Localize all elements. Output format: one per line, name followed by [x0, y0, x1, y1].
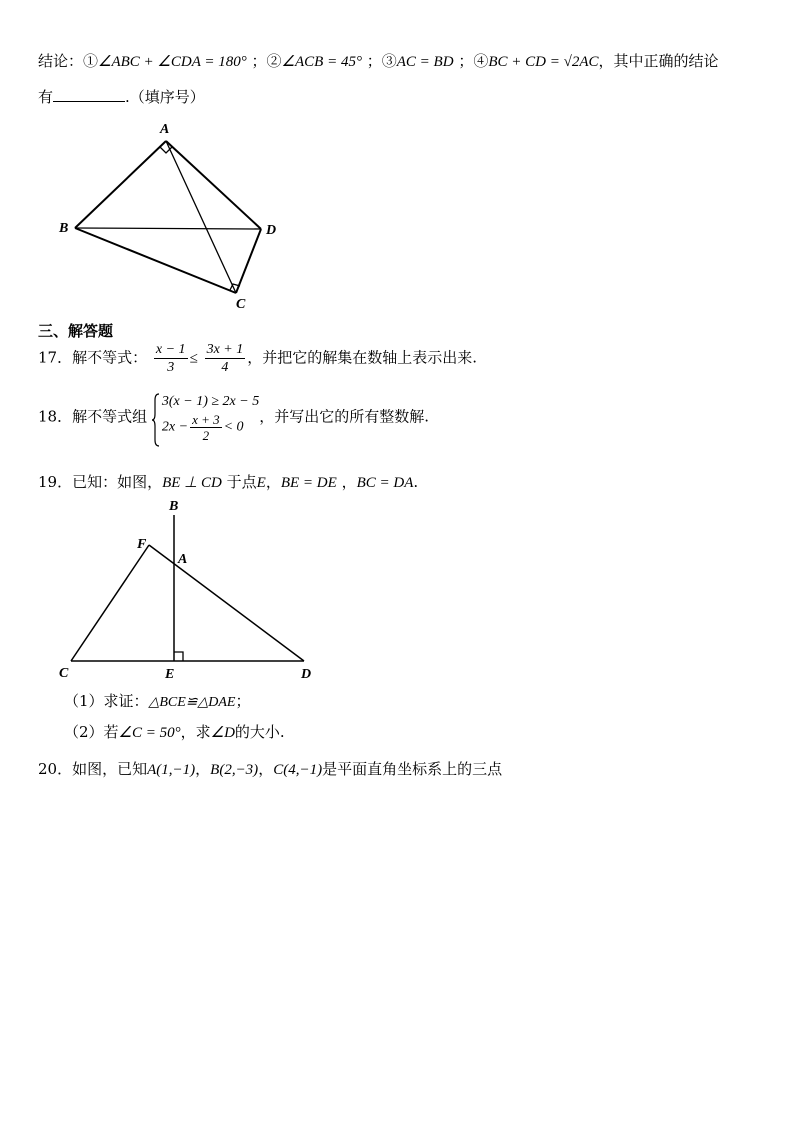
conclusion-2-mark: ②: [266, 52, 282, 70]
q18-number: 18．: [38, 407, 73, 426]
q19-point-e: E: [256, 475, 266, 491]
label-c: C: [59, 666, 69, 681]
answer-blank[interactable]: [53, 87, 125, 102]
segment-cf: [71, 545, 149, 661]
q19-prompt: 已知：如图，: [72, 473, 163, 491]
segment-bc: [75, 228, 236, 293]
q17-relation: ≤: [189, 350, 198, 367]
separator: ；: [251, 52, 267, 70]
label-d: D: [301, 667, 312, 682]
separator: ；: [366, 52, 382, 70]
conclusion-4: BC + CD = √2AC: [488, 54, 599, 70]
q20-prompt: 如图，已知: [72, 760, 148, 778]
question-19: [38, 471, 418, 492]
q16-suffix: ，其中正确的结论: [598, 52, 719, 70]
q20-point-a: A(1,−1): [147, 762, 196, 778]
q19-cond-2: BE = DE: [280, 475, 337, 491]
segment-ad: [166, 141, 261, 229]
q19-triangle-figure: [55, 495, 325, 685]
q18-suffix: ，并写出它的所有整数解.: [259, 407, 430, 426]
conclusion-3-mark: ③: [381, 52, 397, 70]
q19-mid: 于点: [226, 473, 257, 491]
label-a: A: [160, 122, 170, 137]
conclusion-3: AC = BD: [396, 54, 454, 70]
conclusion-1: ∠ABC + ∠CDA = 180°: [98, 54, 247, 70]
separator: ；: [458, 52, 474, 70]
q17-rhs-fraction: $\frac{3x + 1}{4}$: [206, 342, 244, 375]
segment-ac: [166, 141, 236, 293]
label-d: D: [266, 223, 277, 238]
label-b: B: [169, 499, 179, 514]
q19-part-2: （2）若∠C = 50°，求∠D的大小.: [64, 723, 285, 741]
label-b: B: [59, 221, 69, 236]
q19-cond-1: BE ⊥ CD: [162, 475, 222, 491]
q16-quadrilateral-figure: [55, 118, 285, 313]
q20-point-c: C(4,−1): [273, 762, 323, 778]
q20-point-b: B(2,−3): [210, 762, 259, 778]
q19-cond-3: BC = DA: [356, 475, 414, 491]
segment-bd: [75, 228, 261, 229]
q19-number: 19．: [38, 473, 73, 491]
q16-conclusions-line: [38, 50, 719, 71]
label-e: E: [165, 667, 175, 682]
right-angle-mark-e: [174, 652, 183, 661]
q19-part1-math: △BCE≌△DAE: [148, 695, 236, 710]
conclusion-4-mark: ④: [473, 52, 489, 70]
label-f: F: [137, 537, 147, 552]
segment-ab: [75, 141, 166, 228]
question-20: 20．如图，已知A(1,−1)，B(2,−3)，C(4,−1)是平面直角坐标系上的三点: [38, 760, 503, 778]
question-18: [38, 392, 429, 443]
q20-suffix: 是平面直角坐标系上的三点: [322, 760, 503, 778]
q16-prefix: 结论：: [38, 52, 84, 70]
conclusion-1-mark: ①: [83, 52, 99, 70]
q16-line2-suffix: .（填序号）: [125, 88, 205, 106]
conclusion-2: ∠ACB = 45°: [281, 54, 362, 70]
segment-cd: [236, 229, 261, 293]
q18-system: [152, 392, 259, 443]
q19-part2-math: ∠C = 50°: [118, 725, 181, 741]
q19-part2-math2: ∠D: [210, 725, 235, 741]
q17-suffix: ，并把它的解集在数轴上表示出来.: [247, 348, 478, 367]
question-17: [38, 341, 477, 376]
q16-answer-line: [38, 86, 205, 107]
q19-part-1: （1）求证：△BCE≌△DAE；: [64, 692, 251, 710]
q17-lhs-fraction: $\frac{x - 1}{3}$: [155, 342, 186, 375]
section-heading: 三、解答题: [38, 322, 114, 340]
q18-row-2: 2x − $\frac{x + 3}{2}$ < 0: [161, 412, 244, 443]
label-a: A: [178, 552, 188, 567]
q17-number: 17．: [38, 348, 73, 367]
q16-line2-prefix: 有: [38, 88, 54, 106]
q18-prompt: 解不等式组: [72, 407, 148, 426]
separator: ，: [265, 473, 281, 491]
q19-end: .: [413, 473, 419, 491]
q18-row-1: 3(x − 1) ≥ 2x − 5: [161, 394, 260, 409]
q20-number: 20．: [38, 760, 73, 778]
label-c: C: [236, 297, 246, 312]
q17-prompt: 解不等式：: [72, 348, 148, 367]
separator: ，: [341, 473, 357, 491]
segment-fd: [149, 545, 304, 661]
